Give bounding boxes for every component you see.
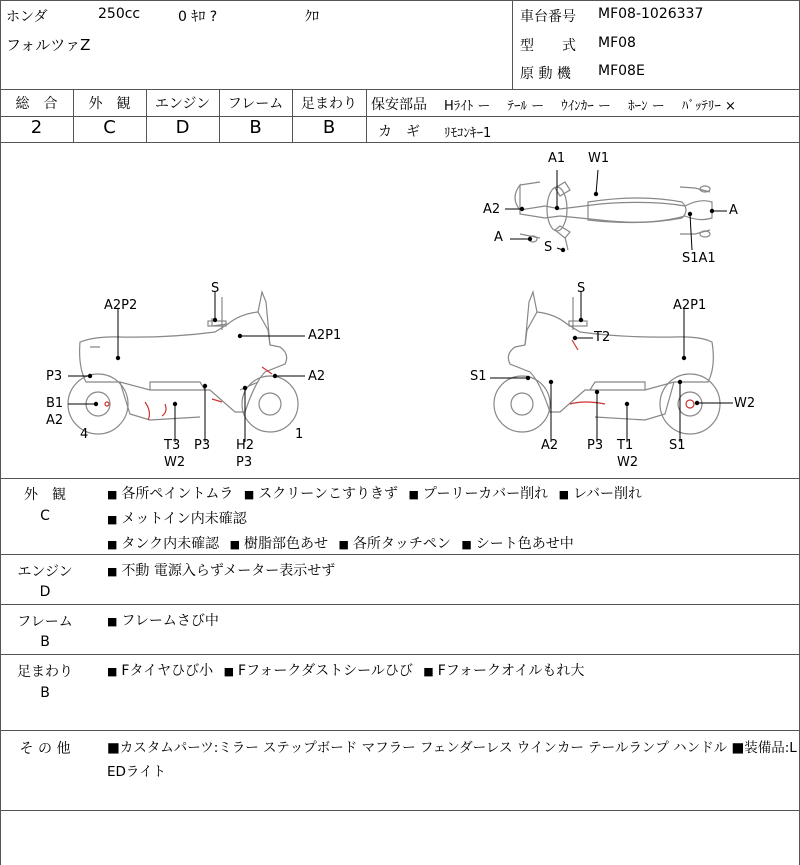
- grade-exterior-label: 外 観: [88, 96, 131, 112]
- damage-mark-5: [105, 402, 109, 406]
- remark-item: ■ シート色あせ中: [461, 536, 574, 552]
- remark-line-3: [0, 654, 800, 655]
- remark-engine-grade: D: [39, 584, 51, 600]
- grade-exterior-value: C: [103, 117, 116, 138]
- right-label-s1: S1: [470, 369, 487, 384]
- right-label-w2-bottom: W2: [617, 455, 639, 470]
- remark-line-2: [0, 604, 800, 605]
- key-label: カ ギ: [378, 124, 420, 140]
- grade-engine-value: D: [175, 117, 190, 138]
- left-label-a2p1: A2P1: [308, 328, 342, 343]
- type-label: 型 式: [520, 38, 576, 54]
- diagram-bottom-line: [0, 478, 800, 479]
- model-name: フォルツァZ: [6, 36, 91, 54]
- remark-suspension-items: [107, 659, 590, 684]
- remark-engine-label: エンジン: [17, 564, 73, 580]
- remark-suspension-label: 足まわり: [17, 664, 73, 680]
- safety-label: 保安部品: [371, 97, 427, 113]
- top-label-s1a1: S1A1: [682, 251, 716, 266]
- right-label-s1: S1: [669, 438, 686, 453]
- damage-mark-8: [686, 400, 694, 408]
- left-label-p3-bottom: P3: [194, 438, 211, 453]
- grade-overall-label: 総 合: [15, 96, 58, 112]
- maker: ホンダ: [6, 9, 48, 25]
- left-label-4: 4: [80, 427, 89, 442]
- left-label-b1: B1: [46, 396, 64, 411]
- remark-other-label: そ の 他: [19, 741, 71, 757]
- remark-exterior-grade: C: [40, 508, 50, 524]
- remark-line-4: [0, 730, 800, 731]
- remark-item: ■ フレームさび中: [107, 613, 219, 629]
- frame-no: MF08-1026337: [598, 6, 704, 22]
- remark-frame-items: [107, 609, 225, 634]
- top-label-a-right: A: [729, 203, 738, 218]
- remark-item: ■ プーリーカバー削れ: [408, 486, 549, 502]
- remark-item: ■ メットイン内未確認: [107, 511, 247, 527]
- top-label-a2: A2: [483, 202, 501, 217]
- remark-line-5: [0, 810, 800, 811]
- header-vert-divider: [512, 0, 513, 89]
- remark-other-items: [107, 736, 797, 784]
- left-label-p3-h2: P3: [236, 455, 253, 470]
- safety-mid-line: [366, 116, 800, 117]
- remark-item: ■ 不動 電源入らずメーター表示せず: [107, 563, 336, 579]
- left-label-a2-left: A2: [46, 413, 64, 428]
- damage-mark-1: [145, 402, 149, 420]
- right-label-t1: T1: [617, 438, 634, 453]
- color: ｸﾛ: [305, 9, 319, 25]
- top-label-w1: W1: [588, 151, 610, 166]
- left-label-1: 1: [295, 427, 304, 442]
- remark-item: ■ タンク内未確認: [107, 536, 220, 552]
- grade-col-5: [366, 89, 367, 142]
- left-label-t3: T3: [164, 438, 181, 453]
- remark-item: ■ Fタイヤひび小: [107, 663, 214, 679]
- right-label-s: S: [577, 281, 586, 296]
- right-label-a2p1: A2P1: [673, 298, 707, 313]
- grade-engine-label: エンジン: [154, 96, 211, 112]
- right-label-w2: W2: [734, 396, 756, 411]
- right-label-t2: T2: [594, 330, 611, 345]
- top-label-s: S: [544, 240, 553, 255]
- remark-frame-grade: B: [40, 634, 50, 650]
- top-label-a1: A1: [548, 151, 566, 166]
- damage-mark-6: [572, 340, 578, 350]
- remark-item: ■ 各所タッチペン: [338, 536, 451, 552]
- grade-overall-value: 2: [30, 117, 43, 138]
- remark-item: ■ スクリーンこすりきず: [243, 486, 398, 502]
- key-value: ﾘﾓｺﾝｷｰ1: [444, 126, 492, 141]
- right-side-scooter: [494, 292, 720, 434]
- remark-exterior-label: 外 観: [24, 487, 66, 503]
- grade-frame-label: フレーム: [227, 96, 284, 112]
- left-label-s: S: [211, 281, 220, 296]
- remark-item: ■ 樹脂部色あせ: [229, 536, 328, 552]
- remark-item: ■ レバー削れ: [558, 486, 643, 502]
- engine-value: MF08E: [598, 63, 645, 79]
- left-label-a2-right: A2: [308, 369, 326, 384]
- top-label-a-left: A: [494, 230, 503, 245]
- border-top: [0, 0, 800, 1]
- grade-frame-value: B: [249, 117, 262, 138]
- displacement: 250cc: [98, 6, 141, 22]
- remark-other-line-1: ■カスタムパーツ:ミラー ステップボード マフラー フェンダーレス ウインカー テールランプ ハンドル ■装備品:L: [107, 740, 797, 756]
- header-divider: [0, 89, 800, 90]
- left-side-scooter: [68, 292, 298, 434]
- left-label-h2: H2: [236, 438, 255, 453]
- damage-mark-7: [570, 402, 605, 404]
- remark-exterior-items: [107, 482, 797, 557]
- remark-item: ■ Fフォークダストシールひび: [223, 663, 413, 679]
- safety-items: Hﾗｲﾄ ー ﾃｰﾙ ー ｳｲﾝｶｰ ー ﾎｰﾝ ー ﾊﾞｯﾃﾘｰ ×: [444, 99, 736, 114]
- left-label-a2p2: A2P2: [104, 298, 138, 313]
- mileage: 0 ｷﾛ ?: [178, 9, 218, 25]
- right-label-p3: P3: [587, 438, 604, 453]
- right-label-a2: A2: [541, 438, 559, 453]
- remark-item: ■ 各所ペイントムラ: [107, 486, 234, 502]
- remark-suspension-grade: B: [40, 685, 50, 701]
- damage-mark-2: [162, 404, 166, 416]
- type-value: MF08: [598, 35, 636, 51]
- grade-suspension-value: B: [322, 117, 336, 138]
- remark-item: ■ Fフォークオイルもれ大: [423, 663, 585, 679]
- engine-label: 原 動 機: [520, 66, 571, 82]
- grade-suspension-label: 足まわり: [301, 96, 357, 112]
- frame-no-label: 車台番号: [520, 9, 576, 25]
- left-label-p3: P3: [46, 369, 63, 384]
- remark-frame-label: フレーム: [17, 614, 73, 630]
- remark-other-line-2: EDライト: [107, 764, 167, 780]
- remark-engine-items: [107, 559, 341, 584]
- left-label-w2: W2: [164, 455, 186, 470]
